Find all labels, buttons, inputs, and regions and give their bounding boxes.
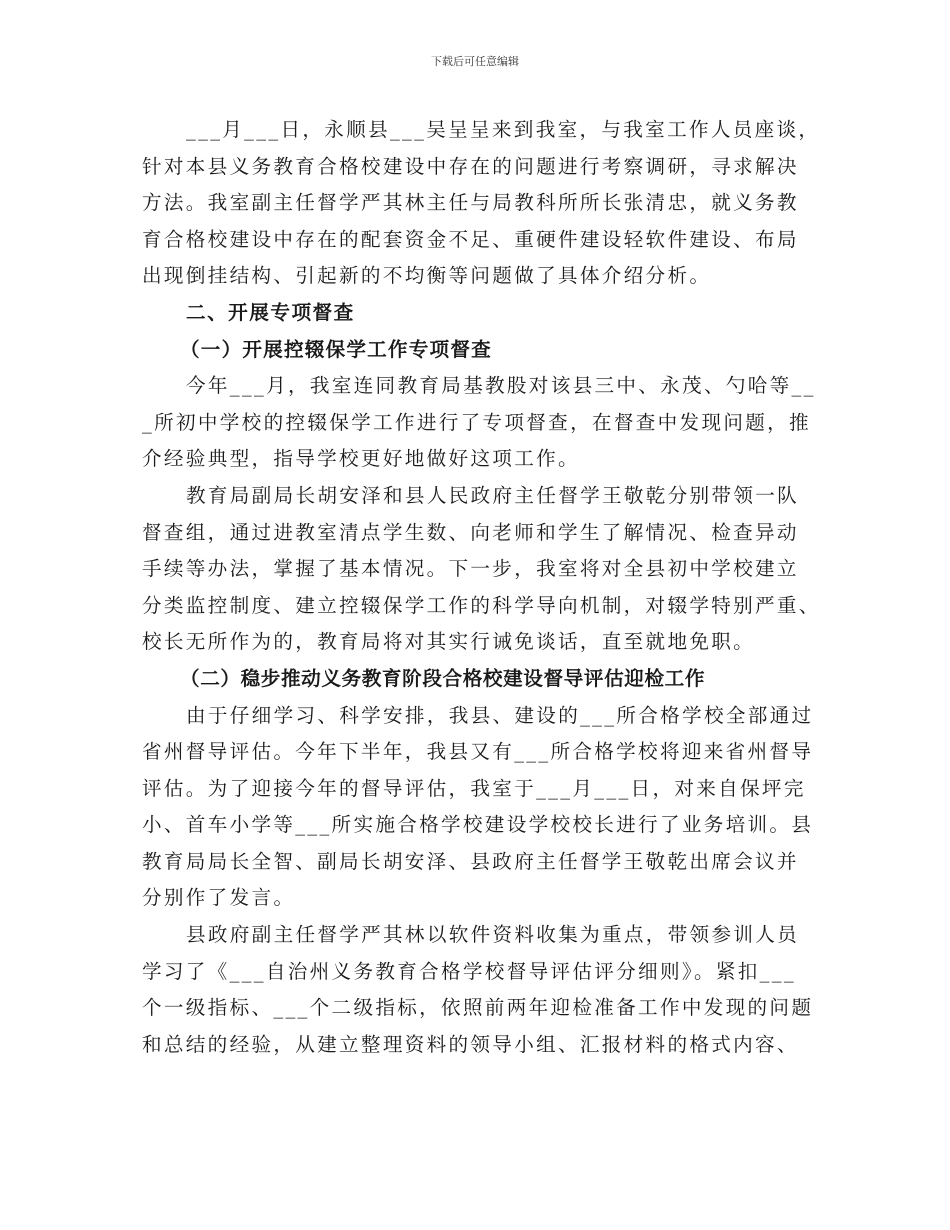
subsection-heading: （一）开展控辍保学工作专项督查 <box>180 337 492 361</box>
paragraph-line: ___月___日，永顺县___吴呈呈来到我室，与我室工作人员座谈， <box>186 118 821 141</box>
paragraph-line: 出现倒挂结构、引起新的不均衡等问题做了具体介绍分析。 <box>142 264 712 288</box>
paragraph-line: 手续等办法，掌握了基本情况。下一步，我室将对全县初中学校建立 <box>142 557 799 581</box>
paragraph-line: 育合格校建设中存在的配套资金不足、重硬件建设轻软件建设、布局 <box>142 227 799 251</box>
paragraph-line: 省州督导评估。今年下半年，我县又有___所合格学校将迎来省州督导 <box>142 740 814 764</box>
paragraph-line: 分别作了发言。 <box>142 886 296 910</box>
page-header: 下载后可任意编辑 <box>431 55 519 68</box>
paragraph-line: 小、首车小学等___所实施合格学校建设学校校长进行了业务培训。县 <box>142 813 814 837</box>
paragraph-line: 针对本县义务教育合格校建设中存在的问题进行考察调研，寻求解决 <box>142 154 799 178</box>
paragraph-line: 教育局副局长胡安泽和县人民政府主任督学王敬乾分别带领一队 <box>186 483 800 507</box>
paragraph-line: 督查组，通过进教室清点学生数、向老师和学生了解情况、检查异动 <box>142 520 799 544</box>
paragraph-line: 和总结的经验，从建立整理资料的领导小组、汇报材料的格式内容、 <box>142 1032 799 1056</box>
paragraph-line: 今年___月，我室连同教育局基教股对该县三中、永茂、勺哈等__ <box>186 374 816 398</box>
paragraph-line: 分类监控制度、建立控辍保学工作的科学导向机制，对辍学特别严重、 <box>142 593 821 617</box>
paragraph-line: 由于仔细学习、科学安排，我县、建设的___所合格学校全部通过 <box>186 703 814 727</box>
subsection-heading: （二）稳步推动义务教育阶段合格校建设督导评估迎检工作 <box>180 666 706 690</box>
paragraph-line: _所初中学校的控辍保学工作进行了专项督查，在督查中发现问题，推 <box>142 410 811 434</box>
paragraph-line: 学习了《___自治州义务教育合格学校督导评估评分细则》。紧扣___ <box>142 959 796 983</box>
paragraph-line: 评估。为了迎接今年的督导评估，我室于___月___日，对来自保坪完 <box>142 776 806 800</box>
paragraph-line: 介经验典型，指导学校更好地做好这项工作。 <box>142 447 580 471</box>
paragraph-line: 县政府副主任督学严其林以软件资料收集为重点，带领参训人员 <box>186 923 800 947</box>
section-heading: 二、开展专项督查 <box>186 300 355 324</box>
paragraph-line: 教育局局长全智、副局长胡安泽、县政府主任督学王敬乾出席会议并 <box>142 849 799 873</box>
paragraph-line: 校长无所作为的，教育局将对其实行诫免谈话，直至就地免职。 <box>142 630 756 654</box>
paragraph-line: 个一级指标、___个二级指标，依照前两年迎检准备工作中发现的问题 <box>142 996 814 1020</box>
document-body <box>142 112 821 1063</box>
paragraph-line: 方法。我室副主任督学严其林主任与局教科所所长张清忠，就义务教 <box>142 191 799 215</box>
